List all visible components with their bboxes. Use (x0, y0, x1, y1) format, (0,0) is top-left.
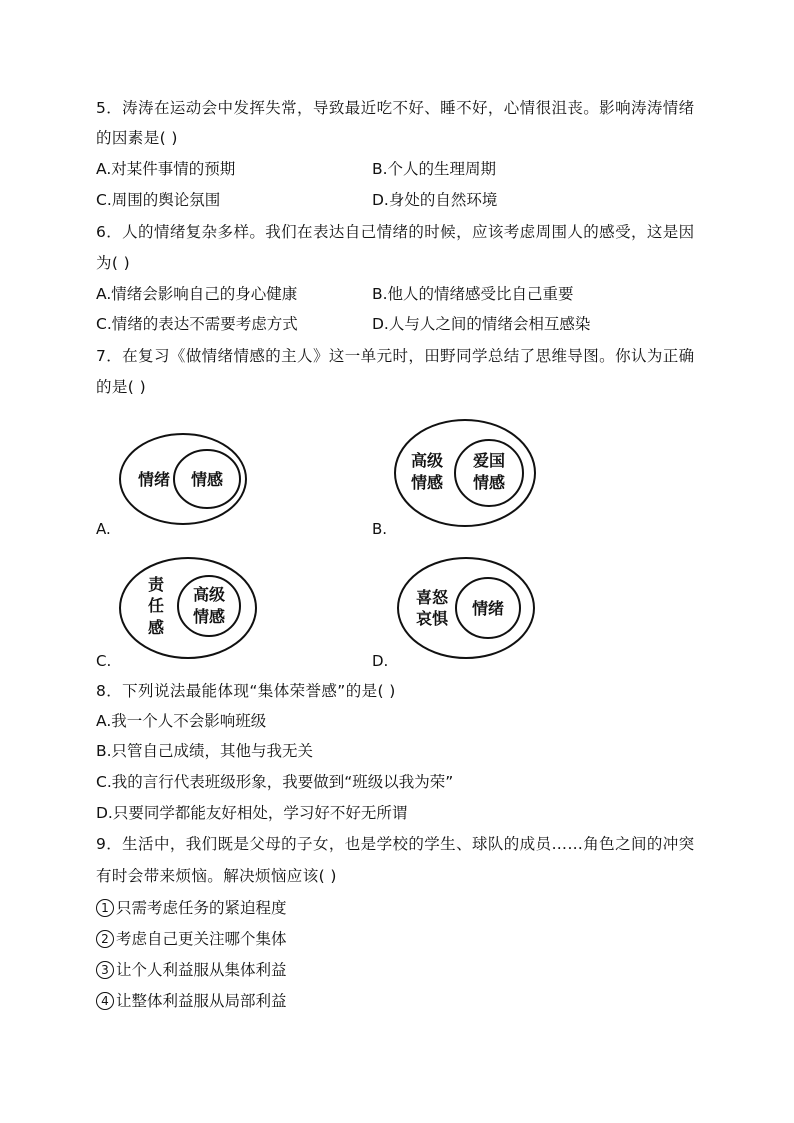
outer-text-2: 哀惧 (415, 609, 449, 628)
outer-text-1: 喜怒 (415, 588, 449, 607)
q9-item-3[interactable] (96, 960, 287, 980)
q9-stem-line2: 有时会带来烦恼。解决烦恼应该( ) (96, 867, 337, 885)
inner-text-1: 高级 (192, 585, 226, 604)
q5-option-d[interactable]: D.身处的自然环境 (372, 191, 498, 209)
q6-stem-line2: 为( ) (96, 254, 131, 272)
circled-number: 4 (96, 992, 114, 1010)
q6-option-c[interactable]: C.情绪的表达不需要考虑方式 (96, 315, 298, 333)
q7-diagram-b[interactable] (393, 418, 539, 530)
q7-option-c-label[interactable]: C. (96, 652, 112, 670)
inner-text: 情感 (190, 470, 224, 489)
q9-item-4[interactable] (96, 991, 287, 1011)
q5-option-a[interactable]: A.对某件事情的预期 (96, 160, 236, 178)
outer-ellipse (120, 558, 256, 658)
q8-option-d[interactable]: D.只要同学都能友好相处，学习好不好无所谓 (96, 804, 408, 822)
q9-item-text: 考虑自己更关注哪个集体 (116, 930, 287, 948)
inner-text-1: 爱国 (472, 451, 506, 470)
outer-text: 情绪 (137, 470, 171, 489)
circled-number: 1 (96, 899, 114, 917)
circled-number: 3 (96, 961, 114, 979)
q7-stem-line1: 7．在复习《做情绪情感的主人》这一单元时，田野同学总结了思维导图。你认为正确 (96, 347, 695, 365)
inner-text-2: 情感 (472, 473, 506, 492)
outer-text-2: 任 (147, 596, 165, 615)
q7-diagram-c[interactable] (118, 556, 258, 664)
q8-stem-line1: 8．下列说法最能体现“集体荣誉感”的是( ) (96, 682, 396, 700)
q6-stem-line1: 6．人的情绪复杂多样。我们在表达自己情绪的时候，应该考虑周围人的感受，这是因 (96, 223, 695, 241)
q9-item-1[interactable] (96, 898, 287, 918)
q9-item-text: 让整体利益服从局部利益 (116, 992, 287, 1010)
q9-item-text: 让个人利益服从集体利益 (116, 961, 287, 979)
outer-text-1: 责 (147, 575, 165, 594)
q8-option-b[interactable]: B.只管自己成绩，其他与我无关 (96, 742, 314, 760)
outer-text-3: 感 (147, 618, 165, 637)
q7-option-b-label[interactable]: B. (372, 520, 388, 538)
q5-option-b[interactable]: B.个人的生理周期 (372, 160, 497, 178)
outer-text-1: 高级 (410, 451, 444, 470)
q9-stem-line1: 9．生活中，我们既是父母的子女，也是学校的学生、球队的成员……角色之间的冲突 (96, 835, 695, 853)
q7-option-a-label[interactable]: A. (96, 520, 111, 538)
inner-text-2: 情感 (192, 607, 226, 626)
q5-option-c[interactable]: C.周围的舆论氛围 (96, 191, 221, 209)
q7-option-d-label[interactable]: D. (372, 652, 389, 670)
q6-option-b[interactable]: B.他人的情绪感受比自己重要 (372, 285, 574, 303)
q6-option-a[interactable]: A.情绪会影响自己的身心健康 (96, 285, 298, 303)
q5-stem-line1: 5．涛涛在运动会中发挥失常，导致最近吃不好、睡不好，心情很沮丧。影响涛涛情绪 (96, 99, 695, 117)
q5-stem-line2: 的因素是( ) (96, 129, 178, 147)
q8-option-c[interactable]: C.我的言行代表班级形象，我要做到“班级以我为荣” (96, 773, 454, 791)
q8-option-a[interactable]: A.我一个人不会影响班级 (96, 712, 267, 730)
circled-number: 2 (96, 930, 114, 948)
outer-text-2: 情感 (410, 473, 444, 492)
q7-diagram-d[interactable] (396, 556, 536, 664)
q6-option-d[interactable]: D.人与人之间的情绪会相互感染 (372, 315, 591, 333)
q7-diagram-a[interactable] (118, 432, 248, 532)
outer-ellipse (398, 558, 534, 658)
inner-text: 情绪 (471, 599, 505, 618)
q9-item-2[interactable] (96, 929, 287, 949)
q7-stem-line2: 的是( ) (96, 378, 147, 396)
q9-item-text: 只需考虑任务的紧迫程度 (116, 899, 287, 917)
